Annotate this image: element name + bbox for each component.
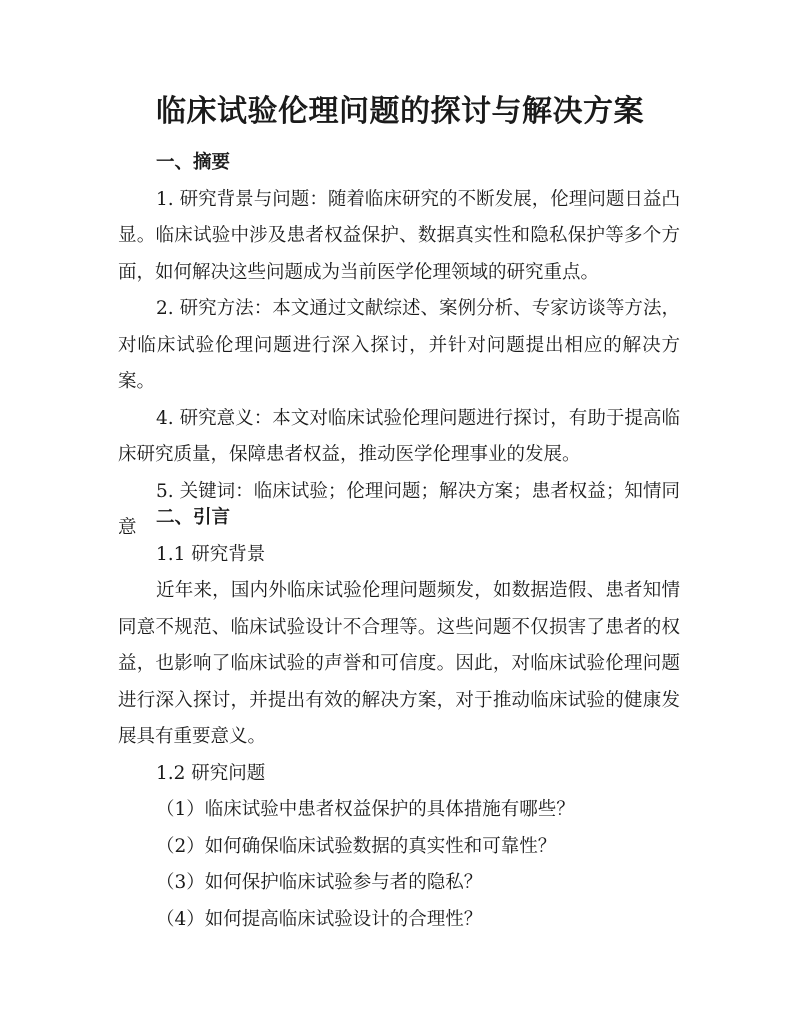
- abstract-item-background: 1. 研究背景与问题：随着临床研究的不断发展，伦理问题日益凸显。临床试验中涉及患者权益保护、数据真实性和隐私保护等多个方面，如何解决这些问题成为当前医学伦理领域的研究重点。: [118, 188, 680, 283]
- abstract-item-methods: 2. 研究方法：本文通过文献综述、案例分析、专家访谈等方法，对临床试验伦理问题进行深入探讨，并针对问题提出相应的解决方案。: [118, 298, 680, 392]
- research-background-text: 近年来，国内外临床试验伦理问题频发，如数据造假、患者知情同意不规范、临床试验设计不合理等。这些问题不仅损害了患者的权益，也影响了临床试验的声誉和可信度。因此，对临床试验伦理问题进行深入探讨，并提出有效的解决方案，对于推动临床试验的健康发展具有重要意义。: [118, 580, 680, 747]
- intro-heading: 二、引言: [156, 507, 231, 528]
- intro-section: [118, 500, 680, 938]
- abstract-item-significance: 4. 研究意义：本文对临床试验伦理问题进行探讨，有助于提高临床研究质量，保障患者权益，推动医学伦理事业的发展。: [118, 407, 680, 465]
- research-question-item: （3）如何保护临床试验参与者的隐私？: [156, 872, 483, 893]
- research-question-item: （1）临床试验中患者权益保护的具体措施有哪些？: [156, 799, 575, 820]
- document-title: 临床试验伦理问题的探讨与解决方案: [156, 94, 644, 129]
- research-question-item: （2）如何确保临床试验数据的真实性和可靠性？: [156, 835, 557, 857]
- research-question-item: （4）如何提高临床试验设计的合理性？: [156, 908, 483, 930]
- abstract-heading: 一、摘要: [156, 152, 231, 173]
- research-background-heading: 1.1 研究背景: [156, 543, 266, 565]
- abstract-item-keywords: 5. 关键词：临床试验；伦理问题；解决方案；患者权益；知情同意: [118, 480, 680, 538]
- research-questions-heading: 1.2 研究问题: [156, 762, 266, 784]
- abstract-section: [118, 145, 680, 547]
